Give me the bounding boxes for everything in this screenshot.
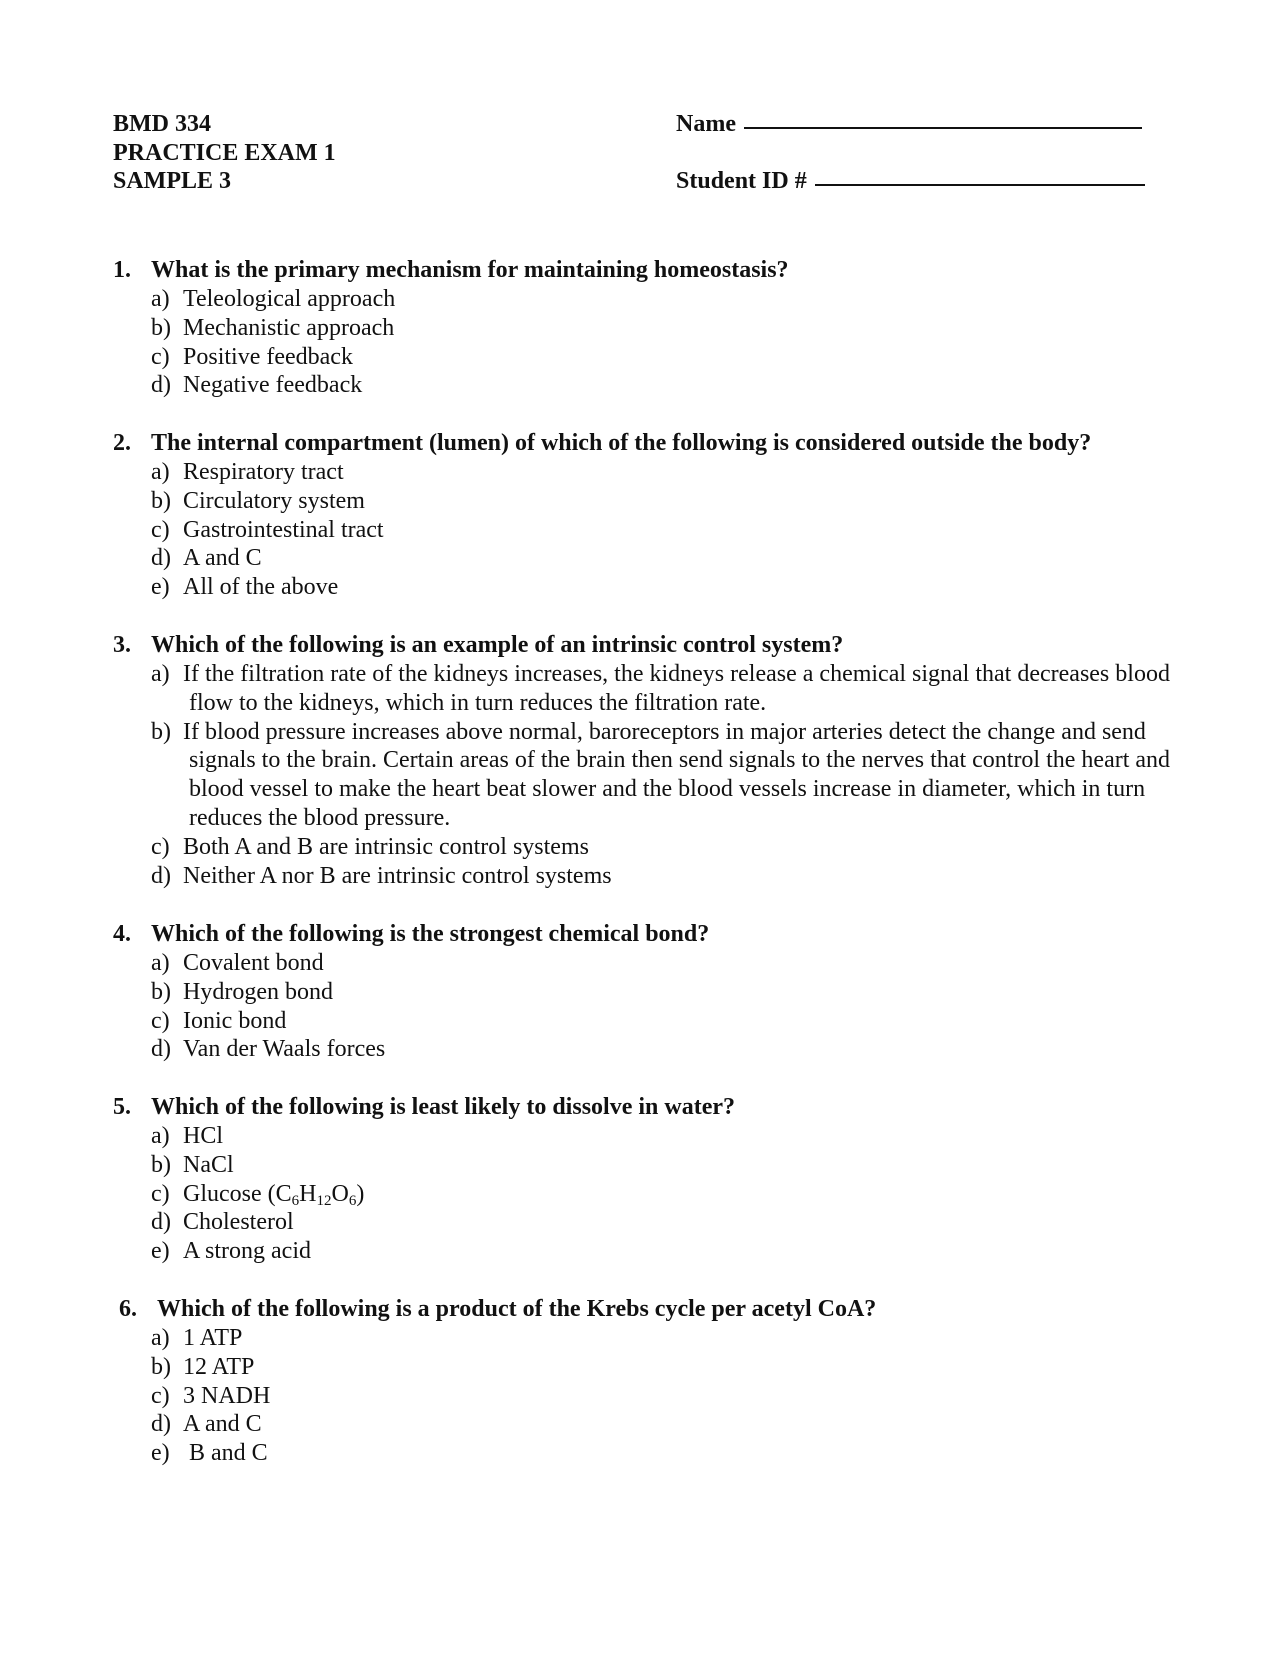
option-letter: d) <box>151 1036 171 1063</box>
answer-option[interactable] <box>113 458 1173 487</box>
question-6 <box>119 1295 1179 1468</box>
option-text: Covalent bond <box>183 950 324 976</box>
option-letter: d) <box>151 545 171 572</box>
answer-option[interactable] <box>113 862 1173 891</box>
option-letter: b) <box>151 718 171 745</box>
answer-option[interactable] <box>113 516 1173 545</box>
option-letter: b) <box>151 487 171 514</box>
option-letter: c) <box>151 1180 170 1207</box>
answer-option[interactable] <box>113 1180 1173 1209</box>
option-text: Negative feedback <box>183 372 363 399</box>
option-text: 12 ATP <box>183 1353 255 1380</box>
option-letter: c) <box>151 343 170 370</box>
answer-option[interactable] <box>113 1151 1173 1180</box>
option-letter: c) <box>151 516 170 543</box>
question-stem <box>113 256 1173 285</box>
student-id-blank-line[interactable] <box>815 166 1145 186</box>
option-letter: d) <box>151 372 171 399</box>
option-letter: e) <box>151 1238 170 1265</box>
answer-option[interactable] <box>113 371 1173 400</box>
answer-option[interactable] <box>113 1007 1173 1036</box>
question-text: Which of the following is a product of the Krebs cycle per acetyl CoA? <box>157 1296 877 1322</box>
question-2 <box>113 429 1173 602</box>
question-text: The internal compartment (lumen) of which of the following is considered outside the body? <box>151 430 1092 456</box>
answer-option[interactable] <box>113 544 1173 573</box>
formula-element-o: O <box>331 1180 349 1207</box>
option-text: All of the above <box>183 574 339 601</box>
option-text: Respiratory tract <box>183 459 344 485</box>
answer-option[interactable] <box>113 718 1173 833</box>
answer-options <box>113 1324 1179 1468</box>
option-text: Van der Waals forces <box>183 1036 386 1063</box>
question-number: 6. <box>119 1296 137 1322</box>
question-text: Which of the following is the strongest chemical bond? <box>151 921 710 947</box>
question-4 <box>113 920 1173 1064</box>
answer-options <box>113 949 1173 1064</box>
exam-header <box>113 110 336 196</box>
option-text: Neither A nor B are intrinsic control systems <box>183 862 612 889</box>
option-letter: a) <box>151 1123 170 1149</box>
answer-option[interactable] <box>113 833 1173 862</box>
student-id-field[interactable] <box>676 167 1145 196</box>
option-letter: e) <box>151 1440 170 1467</box>
answer-options <box>113 458 1173 602</box>
option-text: 3 NADH <box>183 1382 271 1409</box>
option-text: Both A and B are intrinsic control systems <box>183 833 589 860</box>
answer-option[interactable] <box>113 573 1173 602</box>
option-text: Cholesterol <box>183 1209 294 1236</box>
option-text: Circulatory system <box>183 487 365 514</box>
option-letter: d) <box>151 1411 171 1438</box>
answer-option[interactable] <box>113 1353 1179 1382</box>
option-text: A and C <box>183 1411 262 1438</box>
option-letter: a) <box>151 661 170 687</box>
formula-prefix: Glucose (C <box>183 1180 292 1207</box>
option-letter: b) <box>151 1353 171 1380</box>
answer-option[interactable] <box>113 660 1173 718</box>
answer-option[interactable] <box>113 1324 1179 1353</box>
question-stem <box>113 631 1173 660</box>
question-1 <box>113 256 1173 400</box>
option-text: A and C <box>183 545 262 572</box>
question-stem <box>119 1295 1179 1324</box>
formula-element-h: H <box>299 1180 317 1207</box>
answer-option[interactable] <box>113 949 1173 978</box>
option-text: Hydrogen bond <box>183 978 333 1005</box>
question-stem <box>113 1093 1173 1122</box>
question-number: 3. <box>113 632 131 658</box>
option-text: A strong acid <box>183 1238 311 1265</box>
option-text: Gastrointestinal tract <box>183 516 384 543</box>
option-text: 1 ATP <box>183 1325 243 1351</box>
option-letter: e) <box>151 574 170 601</box>
formula-subscript-h: 12 <box>316 1192 332 1209</box>
option-letter: b) <box>151 1151 171 1178</box>
option-letter: a) <box>151 1325 170 1351</box>
option-text: HCl <box>183 1123 224 1149</box>
question-3 <box>113 631 1173 890</box>
course-code: BMD 334 <box>113 111 211 137</box>
question-text: Which of the following is an example of an intrinsic control system? <box>151 632 844 658</box>
answer-option[interactable] <box>113 487 1173 516</box>
formula-subscript-o: 6 <box>348 1192 357 1209</box>
option-text: Ionic bond <box>183 1007 287 1034</box>
answer-options <box>113 660 1173 890</box>
question-stem <box>113 920 1173 949</box>
answer-option[interactable] <box>113 1439 1179 1468</box>
exam-title: PRACTICE EXAM 1 <box>113 139 336 166</box>
option-letter: a) <box>151 286 170 312</box>
option-text: B and C <box>189 1440 268 1467</box>
student-id-label: Student ID # <box>676 168 807 194</box>
question-number: 2. <box>113 430 131 456</box>
option-letter: b) <box>151 314 171 341</box>
answer-option[interactable] <box>113 285 1173 314</box>
question-number: 5. <box>113 1094 131 1120</box>
answer-option[interactable] <box>113 1382 1179 1411</box>
answer-options <box>113 285 1173 400</box>
option-text: Mechanistic approach <box>183 314 395 341</box>
answer-option[interactable] <box>113 1208 1173 1237</box>
name-label: Name <box>676 111 736 137</box>
option-text: NaCl <box>183 1151 234 1178</box>
name-field[interactable] <box>676 110 1145 139</box>
formula-subscript-c: 6 <box>291 1192 300 1209</box>
answer-option[interactable] <box>113 314 1173 343</box>
name-blank-line[interactable] <box>744 109 1142 129</box>
option-text: Teleological approach <box>183 286 396 312</box>
option-letter: c) <box>151 833 170 860</box>
option-letter: d) <box>151 862 171 889</box>
question-number: 4. <box>113 921 131 947</box>
answer-option[interactable] <box>113 1410 1179 1439</box>
option-text: If the filtration rate of the kidneys increases, the kidneys release a chemical signal that decreases blood flow to the kidneys, which in turn reduces the filtration rate. <box>183 661 1170 716</box>
answer-option[interactable] <box>113 343 1173 372</box>
option-text: Positive feedback <box>183 343 353 370</box>
option-text <box>183 1180 1173 1209</box>
option-letter: a) <box>151 459 170 485</box>
option-letter: d) <box>151 1209 171 1236</box>
sample-label: SAMPLE 3 <box>113 168 232 194</box>
option-letter: b) <box>151 978 171 1005</box>
formula-suffix: ) <box>356 1180 365 1207</box>
answer-option[interactable] <box>113 1237 1173 1266</box>
answer-option[interactable] <box>113 1122 1173 1151</box>
answer-option[interactable] <box>113 1035 1173 1064</box>
question-number: 1. <box>113 257 131 283</box>
question-text: Which of the following is least likely to dissolve in water? <box>151 1094 735 1120</box>
student-info-block <box>676 110 1145 196</box>
option-text: If blood pressure increases above normal, baroreceptors in major arteries detect the change and send signals to the brain. Certain areas of the brain then send signals to the nerves that control the heart and blood vessel to make the heart beat slower and the blood vessels increase in diameter, which in turn reduces the blood pressure. <box>183 718 1171 831</box>
option-letter: c) <box>151 1007 170 1034</box>
question-stem <box>113 429 1173 458</box>
option-letter: a) <box>151 950 170 976</box>
answer-options <box>113 1122 1173 1266</box>
question-text: What is the primary mechanism for maintaining homeostasis? <box>151 257 789 283</box>
option-letter: c) <box>151 1382 170 1409</box>
question-5 <box>113 1093 1173 1266</box>
answer-option[interactable] <box>113 978 1173 1007</box>
